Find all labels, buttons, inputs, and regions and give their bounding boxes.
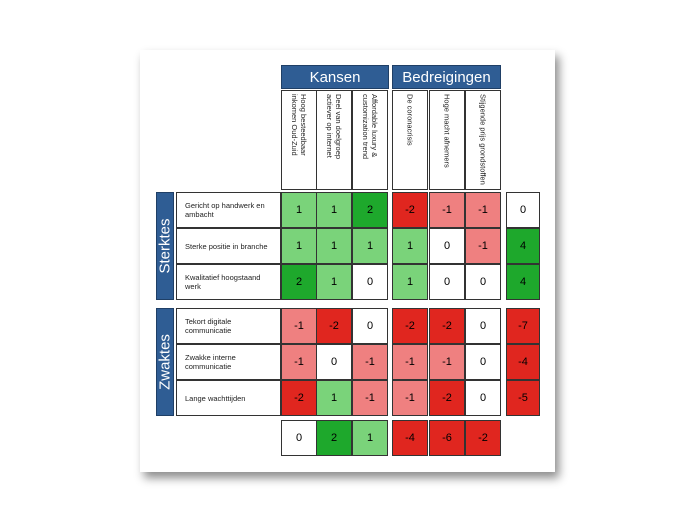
column-header-6 — [465, 90, 501, 190]
row-total: 4 — [506, 264, 540, 300]
matrix-cell: 1 — [316, 228, 352, 264]
column-header-text: Stijgende prijs grondstoffen — [478, 94, 488, 185]
matrix-cell: -1 — [352, 380, 388, 416]
matrix-cell: -2 — [429, 380, 465, 416]
label-zwaktes-text: Zwaktes — [156, 334, 174, 390]
row-total: 0 — [506, 192, 540, 228]
label-sterktes — [156, 192, 174, 300]
matrix-cell: -1 — [465, 228, 501, 264]
matrix-cell: 0 — [429, 228, 465, 264]
row-total: -4 — [506, 344, 540, 380]
column-header-3 — [352, 90, 388, 190]
matrix-cell: -2 — [392, 308, 428, 344]
column-total: 2 — [316, 420, 352, 456]
label-zwaktes — [156, 308, 174, 416]
column-header-4 — [392, 90, 428, 190]
column-total: -4 — [392, 420, 428, 456]
matrix-cell: -1 — [429, 192, 465, 228]
header-kansen: Kansen — [281, 65, 389, 89]
row-header-5: Zwakke interne communicatie — [176, 344, 281, 380]
matrix-cell: 0 — [465, 264, 501, 300]
column-header-5 — [429, 90, 465, 190]
row-total: -7 — [506, 308, 540, 344]
column-total: -6 — [429, 420, 465, 456]
matrix-cell: 1 — [392, 264, 428, 300]
matrix-cell: 1 — [392, 228, 428, 264]
column-header-text: Hoge macht afnemers — [442, 94, 452, 168]
row-header-1: Gericht op handwerk en ambacht — [176, 192, 281, 228]
label-sterktes-text: Sterktes — [156, 218, 174, 274]
matrix-cell: 1 — [281, 228, 317, 264]
column-header-text: Affordable luxury & customization trend — [361, 94, 379, 160]
column-total: 0 — [281, 420, 317, 456]
matrix-cell: -2 — [281, 380, 317, 416]
column-header-1 — [281, 90, 317, 190]
column-total: -2 — [465, 420, 501, 456]
matrix-cell: 2 — [352, 192, 388, 228]
row-header-4: Tekort digitale communicatie — [176, 308, 281, 344]
column-total: 1 — [352, 420, 388, 456]
matrix-cell: -1 — [281, 308, 317, 344]
column-header-text: Deel van doelgroep actiever op internet — [325, 94, 343, 160]
matrix-cell: 0 — [429, 264, 465, 300]
matrix-cell: 0 — [465, 308, 501, 344]
matrix-cell: -1 — [352, 344, 388, 380]
matrix-cell: 0 — [316, 344, 352, 380]
matrix-cell: -2 — [429, 308, 465, 344]
matrix-cell: 2 — [281, 264, 317, 300]
column-header-text: Hoog besteedbaar inkomen Oud-Zuid — [290, 94, 308, 156]
matrix-cell: -1 — [392, 380, 428, 416]
row-header-2: Sterke positie in branche — [176, 228, 281, 264]
matrix-cell: -2 — [316, 308, 352, 344]
matrix-cell: 0 — [352, 264, 388, 300]
header-bedreigingen: Bedreigingen — [392, 65, 501, 89]
column-header-text: De coronacrisis — [405, 94, 415, 146]
column-header-2 — [316, 90, 352, 190]
matrix-cell: -1 — [429, 344, 465, 380]
matrix-cell: -2 — [392, 192, 428, 228]
row-header-3: Kwalitatief hoogstaand werk — [176, 264, 281, 300]
matrix-cell: 0 — [465, 380, 501, 416]
matrix-cell: 1 — [316, 264, 352, 300]
matrix-cell: 0 — [352, 308, 388, 344]
swot-confrontation-matrix — [140, 50, 555, 472]
row-total: 4 — [506, 228, 540, 264]
matrix-cell: 0 — [465, 344, 501, 380]
matrix-cell: 1 — [352, 228, 388, 264]
matrix-cell: -1 — [392, 344, 428, 380]
row-header-6: Lange wachttijden — [176, 380, 281, 416]
matrix-cell: -1 — [281, 344, 317, 380]
matrix-cell: -1 — [465, 192, 501, 228]
matrix-cell: 1 — [281, 192, 317, 228]
matrix-cell: 1 — [316, 380, 352, 416]
matrix-cell: 1 — [316, 192, 352, 228]
row-total: -5 — [506, 380, 540, 416]
